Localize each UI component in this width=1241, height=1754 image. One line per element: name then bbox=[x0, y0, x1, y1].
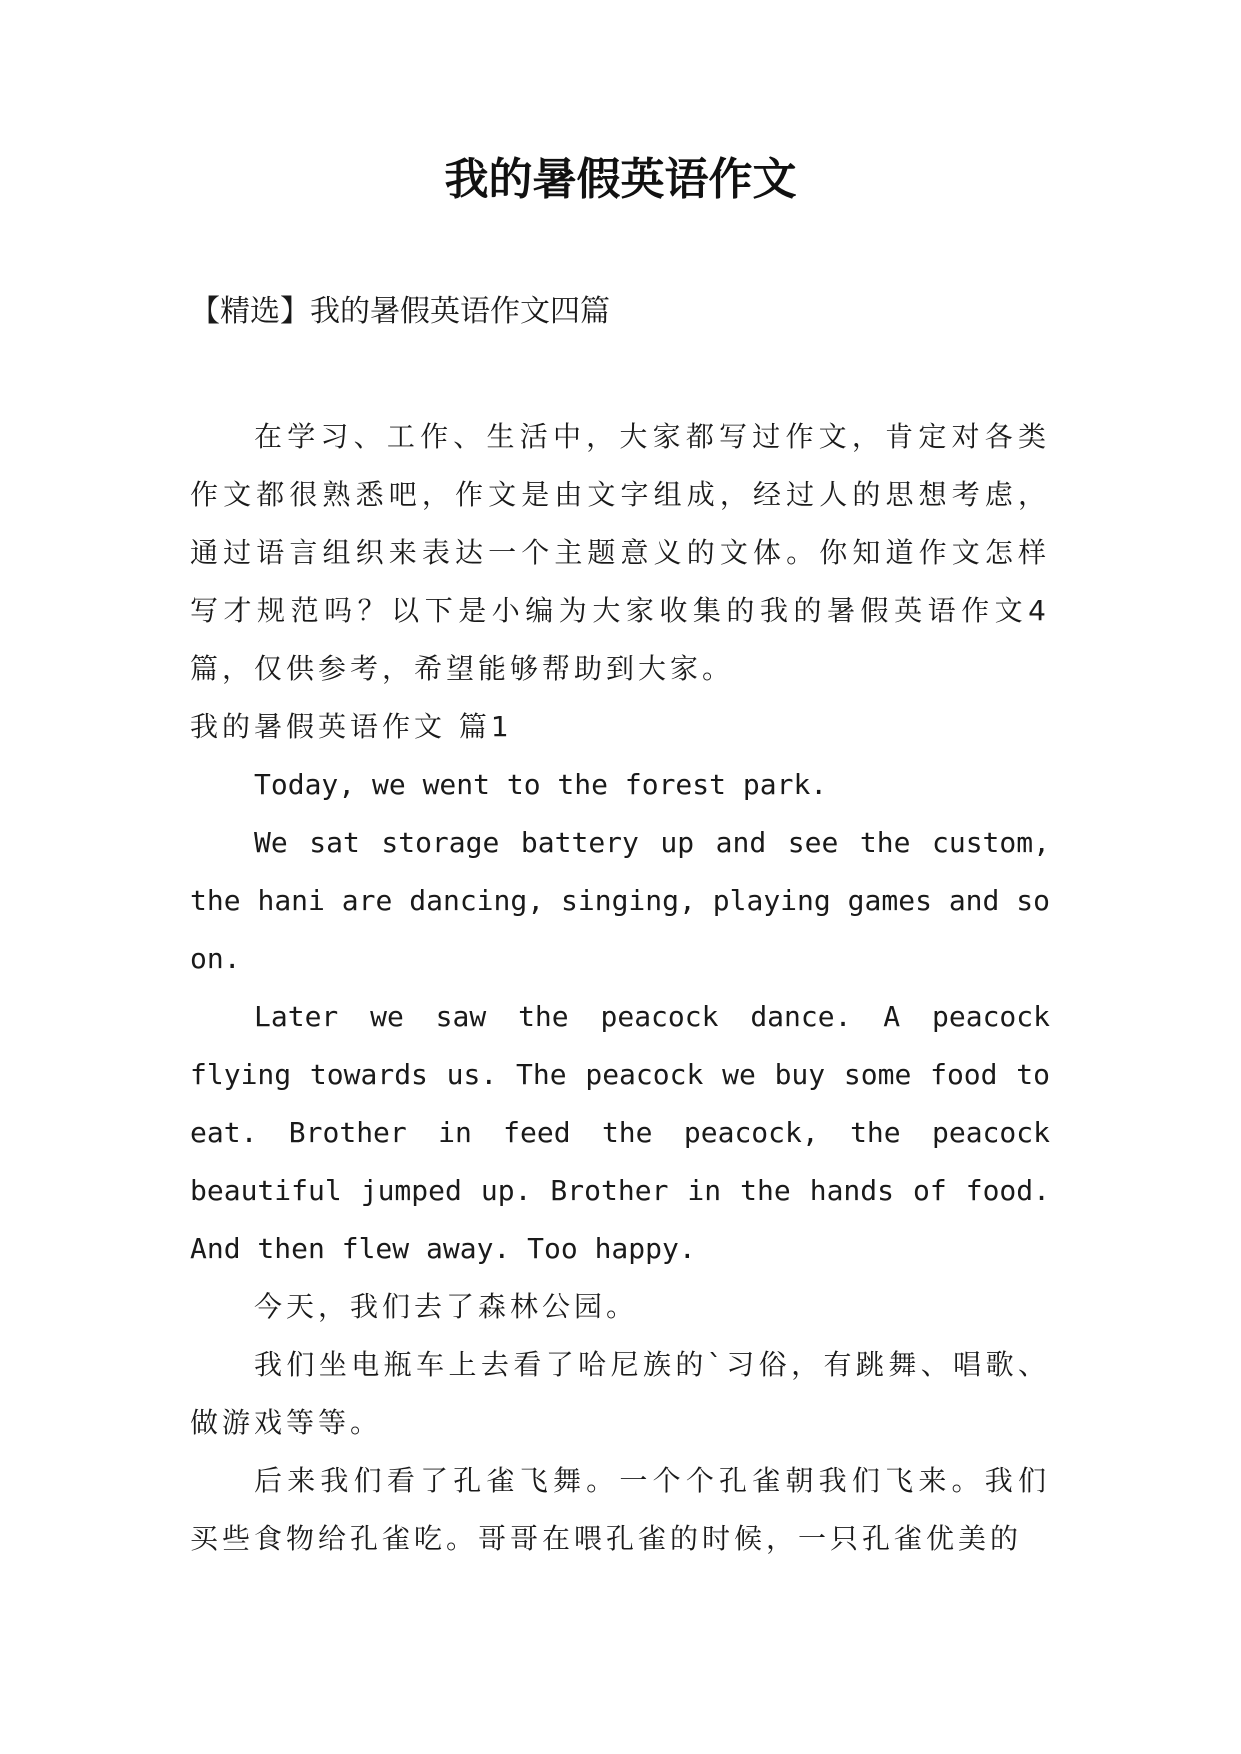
paragraph-en-3: Later we saw the peacock dance. A peacock flying towards us. The peacock we buy some food to eat. Brother in feed the peacock, the peacock beautiful jumped up. Brother in the hands of food. And then flew away. Too happy. bbox=[190, 1000, 1050, 1265]
paragraph-cn-3: 后来我们看了孔雀飞舞。一个个孔雀朝我们飞来。我们买些食物给孔雀吃。哥哥在喂孔雀的时候，一只孔雀优美的 bbox=[190, 1464, 1050, 1555]
document-title: 我的暑假英语作文 bbox=[444, 154, 797, 205]
paragraph-en-1: Today, we went to the forest park. bbox=[254, 768, 828, 801]
paragraph-cn-2: 我们坐电瓶车上去看了哈尼族的`习俗，有跳舞、唱歌、做游戏等等。 bbox=[190, 1348, 1050, 1439]
document-body bbox=[190, 408, 1050, 1568]
paragraph-intro: 在学习、工作、生活中，大家都写过作文，肯定对各类作文都很熟悉吧，作文是由文字组成，经过人的思想考虑，通过语言组织来表达一个主题意义的文体。你知道作文怎样写才规范吗？以下是小编为大家收集的我的暑假英语作文4篇，仅供参考，希望能够帮助到大家。 bbox=[190, 420, 1050, 685]
paragraph-cn-1: 今天，我们去了森林公园。 bbox=[254, 1290, 639, 1323]
paragraph-en-2: We sat storage battery up and see the custom, the hani are dancing, singing, playing games and so on. bbox=[190, 826, 1050, 975]
document-subtitle: 【精选】我的暑假英语作文四篇 bbox=[190, 294, 610, 329]
section-heading: 我的暑假英语作文 篇1 bbox=[190, 710, 513, 743]
